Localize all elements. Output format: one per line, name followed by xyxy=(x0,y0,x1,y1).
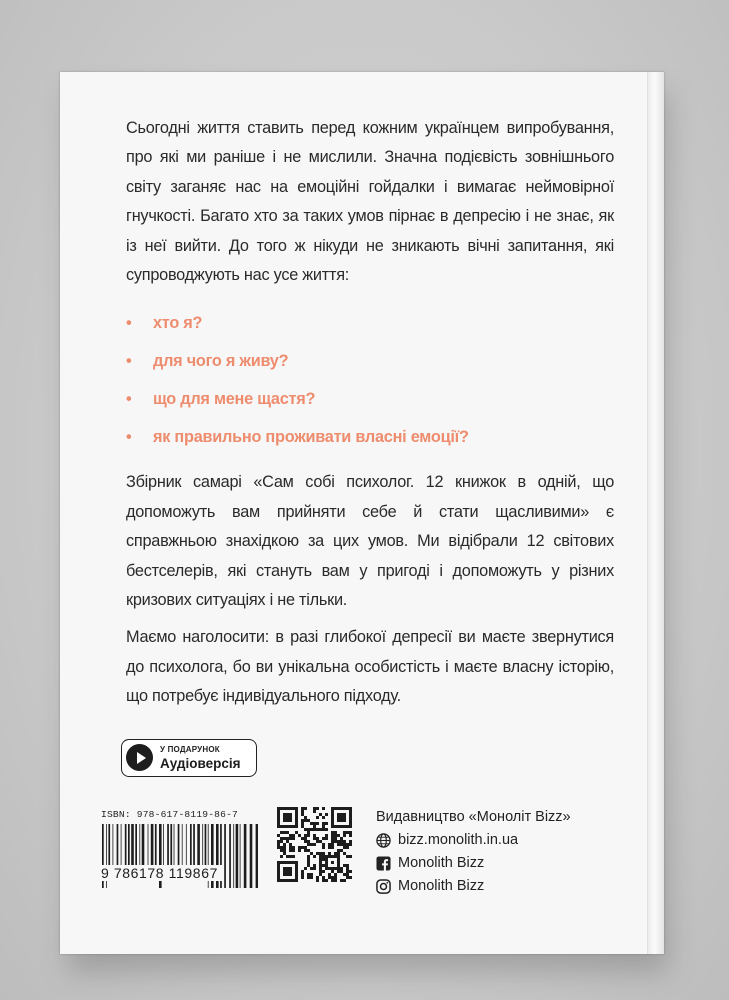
qr-module xyxy=(307,834,310,837)
bullet-icon: • xyxy=(126,390,132,409)
qr-module xyxy=(289,849,292,852)
qr-module xyxy=(286,855,289,858)
qr-module xyxy=(325,822,328,825)
barcode-bar xyxy=(236,824,239,888)
cover-text-block xyxy=(126,114,614,712)
isbn-label: ISBN: 978-617-8119-86-7 xyxy=(101,809,239,820)
qr-module xyxy=(313,867,316,870)
qr-module xyxy=(301,837,304,840)
qr-module xyxy=(349,870,352,873)
qr-module xyxy=(322,858,325,861)
qr-module xyxy=(301,810,304,813)
qr-module xyxy=(313,807,316,810)
qr-module xyxy=(325,879,328,882)
qr-module xyxy=(340,837,343,840)
qr-module xyxy=(346,870,349,873)
qr-module xyxy=(277,846,280,849)
intro-paragraph: Сьогодні життя ставить перед кожним українцем випробування, про які ми раніше і не мислили. Значна подієвість зовнішнього світу заганяє нас на емоційні гойдалки і вимагає неймовірної гнучкості. Багато хто за таких умов пірнає в депресію і не знає, як із неї вийти. До того ж нікуди не зникають вічні запитання, які супроводжують нас усе життя: xyxy=(126,119,614,285)
qr-module xyxy=(334,852,337,855)
qr-module xyxy=(316,876,319,879)
qr-module xyxy=(301,846,304,849)
qr-module xyxy=(319,858,322,861)
qr-module xyxy=(328,876,331,879)
play-icon xyxy=(126,744,153,771)
qr-module xyxy=(283,837,286,840)
question-item xyxy=(126,304,614,342)
qr-module xyxy=(331,879,334,882)
qr-module xyxy=(346,843,349,846)
qr-module xyxy=(319,873,322,876)
qr-module xyxy=(304,849,307,852)
qr-module xyxy=(307,858,310,861)
qr-module xyxy=(328,843,331,846)
qr-module xyxy=(289,846,292,849)
qr-module xyxy=(280,840,283,843)
qr-module xyxy=(286,837,289,840)
qr-module xyxy=(307,828,310,831)
qr-module xyxy=(313,837,316,840)
qr-module xyxy=(289,837,292,840)
audio-gift-badge xyxy=(121,739,257,777)
qr-module xyxy=(334,837,337,840)
instagram-icon xyxy=(376,879,391,894)
qr-module xyxy=(310,852,313,855)
qr-module xyxy=(283,846,286,849)
qr-module xyxy=(343,840,346,843)
qr-module xyxy=(307,849,310,852)
qr-module xyxy=(310,843,313,846)
qr-module xyxy=(349,843,352,846)
disclaimer-paragraph: Маємо наголосити: в разі глибокої депресії ви маєте звернутися до психолога, бо ви унікальна особистість і маєте власну історію, що потребує індивідуального підходу. xyxy=(126,628,614,706)
qr-module xyxy=(337,834,340,837)
qr-module xyxy=(322,807,325,810)
question-item xyxy=(126,380,614,418)
qr-module xyxy=(304,834,307,837)
qr-module xyxy=(292,846,295,849)
qr-module xyxy=(292,849,295,852)
qr-module xyxy=(301,813,304,816)
qr-module xyxy=(283,849,286,852)
qr-module xyxy=(322,852,325,855)
barcode-bar xyxy=(250,824,253,888)
qr-module xyxy=(304,807,307,810)
bullet-icon: • xyxy=(126,314,132,333)
publisher-facebook: Monolith Bizz xyxy=(398,855,485,871)
qr-module xyxy=(310,822,313,825)
qr-module xyxy=(307,831,310,834)
qr-module xyxy=(277,840,280,843)
qr-module xyxy=(316,822,319,825)
barcode-bar xyxy=(256,824,258,888)
qr-module xyxy=(283,852,286,855)
qr-module xyxy=(283,831,286,834)
qr-module xyxy=(313,843,316,846)
qr-module xyxy=(343,846,346,849)
collection-paragraph: Збірник самарі «Сам собі психолог. 12 книжок в одній, що допоможуть вам прийняти себе й стати щасливими» є справжньою знахідкою за цих умов. Ми відібрали 12 світових бестселерів, які стануть вам у пригоді і допоможуть у різних кризових ситуаціях і не тільки. xyxy=(126,473,614,610)
qr-module xyxy=(331,834,334,837)
publisher-name: Видавництво «Моноліт Bizz» xyxy=(376,809,571,825)
qr-module xyxy=(337,870,340,873)
qr-module xyxy=(343,879,346,882)
barcode-bar xyxy=(244,824,247,888)
qr-module xyxy=(316,840,319,843)
question-item xyxy=(126,342,614,380)
question-item xyxy=(126,418,614,456)
qr-module xyxy=(277,843,280,846)
qr-module xyxy=(316,852,319,855)
qr-module xyxy=(322,828,325,831)
qr-module xyxy=(316,816,319,819)
bullet-icon: • xyxy=(126,352,132,371)
qr-module xyxy=(349,834,352,837)
qr-module xyxy=(310,873,313,876)
qr-module xyxy=(304,837,307,840)
qr-module xyxy=(319,852,322,855)
qr-module xyxy=(322,876,325,879)
barcode-bar xyxy=(224,824,226,888)
qr-module xyxy=(337,840,340,843)
qr-module xyxy=(307,864,310,867)
qr-module xyxy=(346,867,349,870)
qr-module xyxy=(307,855,310,858)
qr-module xyxy=(334,840,337,843)
qr-module xyxy=(346,864,349,867)
qr-module xyxy=(331,831,334,834)
qr-module xyxy=(331,840,334,843)
question-text: для чого я живу? xyxy=(153,352,289,371)
qr-module xyxy=(322,870,325,873)
qr-module xyxy=(304,846,307,849)
publisher-instagram-row xyxy=(376,875,571,898)
qr-module xyxy=(319,870,322,873)
qr-module xyxy=(313,828,316,831)
qr-module xyxy=(310,876,313,879)
qr-module xyxy=(331,843,334,846)
qr-module xyxy=(322,879,325,882)
publisher-name-row xyxy=(376,806,571,829)
qr-module xyxy=(289,855,292,858)
qr-module xyxy=(316,837,319,840)
qr-module xyxy=(301,807,304,810)
qr-module xyxy=(334,831,337,834)
audio-badge-title: Аудіоверсія xyxy=(160,756,241,771)
qr-module xyxy=(346,855,349,858)
qr-module xyxy=(292,834,295,837)
audio-badge-caption: У ПОДАРУНОК xyxy=(160,745,220,754)
qr-module xyxy=(280,846,283,849)
qr-alignment xyxy=(331,861,334,864)
qr-module xyxy=(337,849,340,852)
qr-module xyxy=(301,822,304,825)
qr-module xyxy=(343,831,346,834)
barcode-bar xyxy=(240,824,241,888)
qr-module xyxy=(286,831,289,834)
qr-module xyxy=(322,843,325,846)
qr-module xyxy=(307,876,310,879)
question-text: хто я? xyxy=(153,314,203,333)
qr-module xyxy=(310,828,313,831)
qr-module xyxy=(346,831,349,834)
qr-module xyxy=(328,873,331,876)
qr-module xyxy=(337,852,340,855)
qr-module xyxy=(331,837,334,840)
qr-module xyxy=(280,849,283,852)
qr-module xyxy=(328,852,331,855)
qr-module xyxy=(313,825,316,828)
qr-module xyxy=(322,837,325,840)
qr-module xyxy=(322,822,325,825)
bullet-icon: • xyxy=(126,428,132,447)
qr-module xyxy=(322,825,325,828)
qr-module xyxy=(337,843,340,846)
qr-module xyxy=(280,831,283,834)
qr-module xyxy=(340,879,343,882)
qr-finder xyxy=(337,813,346,822)
qr-module xyxy=(349,855,352,858)
qr-module xyxy=(304,828,307,831)
qr-module xyxy=(328,846,331,849)
qr-module xyxy=(301,870,304,873)
qr-finder xyxy=(283,813,292,822)
qr-module xyxy=(319,855,322,858)
qr-module xyxy=(316,879,319,882)
qr-module xyxy=(307,861,310,864)
qr-module xyxy=(313,864,316,867)
qr-module xyxy=(292,837,295,840)
qr-module xyxy=(280,837,283,840)
barcode-bar xyxy=(229,824,231,888)
qr-module xyxy=(313,855,316,858)
qr-module xyxy=(346,846,349,849)
publisher-facebook-row xyxy=(376,852,571,875)
qr-module xyxy=(343,852,346,855)
question-text: що для мене щастя? xyxy=(153,390,316,409)
qr-module xyxy=(322,846,325,849)
qr-module xyxy=(340,849,343,852)
qr-module xyxy=(298,849,301,852)
qr-module xyxy=(307,843,310,846)
qr-module xyxy=(283,843,286,846)
qr-module xyxy=(343,843,346,846)
qr-module xyxy=(316,807,319,810)
qr-module xyxy=(334,873,337,876)
book-back-cover xyxy=(60,72,664,954)
qr-module xyxy=(313,810,316,813)
question-list xyxy=(126,304,614,456)
qr-module xyxy=(319,867,322,870)
qr-module xyxy=(322,864,325,867)
book-spine-edge xyxy=(647,72,664,954)
qr-module xyxy=(292,855,295,858)
qr-module xyxy=(301,825,304,828)
qr-module xyxy=(349,876,352,879)
qr-module xyxy=(307,840,310,843)
qr-finder xyxy=(283,867,292,876)
qr-module xyxy=(301,819,304,822)
qr-module xyxy=(340,867,343,870)
qr-module xyxy=(301,876,304,879)
qr-module xyxy=(304,819,307,822)
qr-module xyxy=(319,840,322,843)
qr-module xyxy=(298,846,301,849)
qr-module xyxy=(319,861,322,864)
qr-module xyxy=(346,876,349,879)
qr-module xyxy=(289,834,292,837)
barcode-bar xyxy=(233,824,234,888)
globe-icon xyxy=(376,833,391,848)
qr-module xyxy=(325,813,328,816)
qr-module xyxy=(277,834,280,837)
qr-module xyxy=(349,840,352,843)
publisher-website: bizz.monolith.in.ua xyxy=(398,832,519,848)
publisher-info xyxy=(376,806,571,898)
qr-module xyxy=(322,816,325,819)
qr-module xyxy=(343,834,346,837)
barcode-digits: 9 786178 119867 xyxy=(101,865,222,881)
qr-module xyxy=(304,816,307,819)
qr-module xyxy=(319,813,322,816)
qr-module xyxy=(304,867,307,870)
qr-module xyxy=(313,822,316,825)
question-text: як правильно проживати власні емоції? xyxy=(153,428,469,447)
qr-module xyxy=(340,870,343,873)
qr-module xyxy=(316,828,319,831)
qr-module xyxy=(307,819,310,822)
qr-module xyxy=(319,828,322,831)
qr-module xyxy=(319,864,322,867)
qr-module xyxy=(313,834,316,837)
qr-module xyxy=(334,879,337,882)
qr-module xyxy=(331,870,334,873)
qr-module xyxy=(349,831,352,834)
qr-module xyxy=(286,840,289,843)
publisher-website-row xyxy=(376,829,571,852)
qr-module xyxy=(334,876,337,879)
qr-module xyxy=(334,834,337,837)
qr-module xyxy=(340,843,343,846)
qr-module xyxy=(322,855,325,858)
qr-module xyxy=(301,873,304,876)
qr-module xyxy=(325,834,328,837)
qr-module xyxy=(346,873,349,876)
qr-module xyxy=(340,840,343,843)
publisher-instagram: Monolith Bizz xyxy=(398,878,485,894)
qr-module xyxy=(307,873,310,876)
qr-module xyxy=(331,846,334,849)
qr-module xyxy=(325,828,328,831)
facebook-icon xyxy=(376,856,391,871)
qr-module xyxy=(331,876,334,879)
qr-module xyxy=(280,855,283,858)
qr-module xyxy=(343,864,346,867)
qr-module xyxy=(343,873,346,876)
qr-module xyxy=(310,867,313,870)
qr-module xyxy=(298,834,301,837)
qr-module xyxy=(304,840,307,843)
qr-module xyxy=(295,831,298,834)
qr-code xyxy=(277,807,352,882)
qr-module xyxy=(289,843,292,846)
qr-module xyxy=(325,837,328,840)
